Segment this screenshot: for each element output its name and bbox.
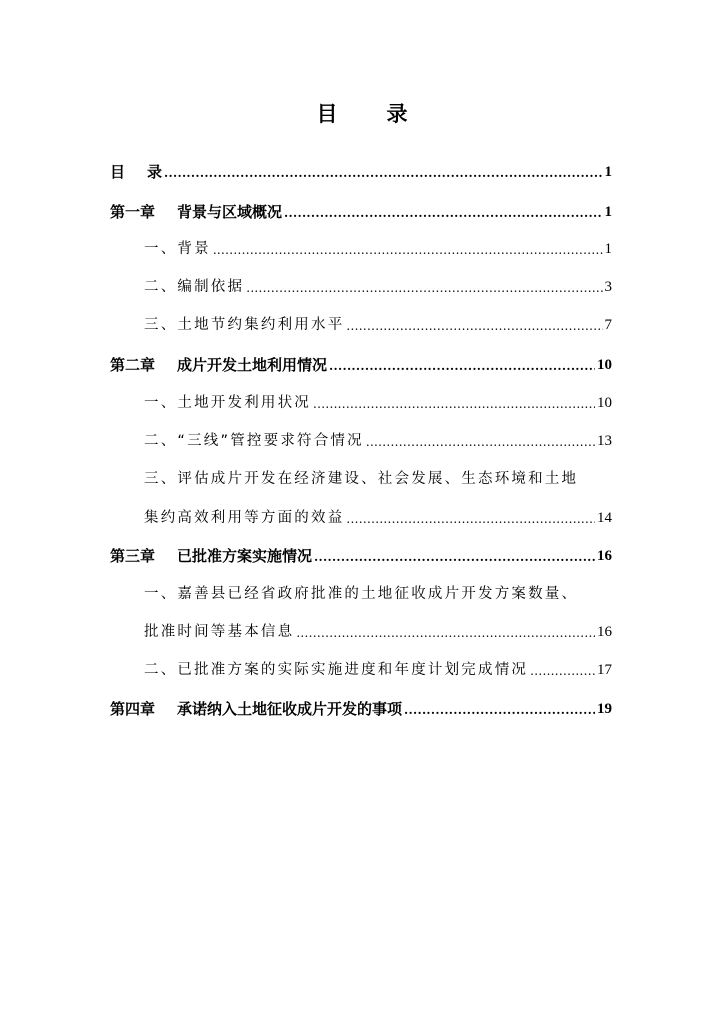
dot-leader [313,395,595,413]
toc-entry-label: 集约高效利用等方面的效益 [144,510,345,526]
toc-entry-section[interactable] [144,235,612,259]
toc-page-number: 1 [604,164,612,180]
toc-entry-label: 目 录 [110,163,163,181]
toc-page-number: 19 [597,701,612,717]
toc-page-number: 1 [604,204,612,220]
dot-leader [284,204,602,222]
dot-leader [530,662,595,680]
toc-entry-label: 批准时间等基本信息 [144,624,295,640]
toc-page-number: 10 [597,357,612,373]
toc-entry-section[interactable] [144,389,612,413]
toc-entry-label: 一、嘉善县已经省政府批准的土地征收成片开发方案数量、 [144,586,579,602]
toc-entry-label: 第四章 承诺纳入土地征收成片开发的事项 [110,700,403,718]
toc-entry-chapter-3[interactable] [110,542,612,566]
toc-entry-label: 第二章 成片开发土地利用情况 [110,356,328,374]
toc-entry-contents[interactable] [110,158,612,182]
toc-entry-label: 三、土地节约集约利用水平 [144,317,345,333]
toc-entry-chapter-1[interactable] [110,198,612,222]
toc-entry-label: 第一章 背景与区域概况 [110,203,283,221]
toc-entry-section[interactable] [144,656,612,680]
dot-leader [329,357,595,375]
toc-entry-label: 二、编制依据 [144,279,245,295]
toc-page-number: 13 [597,433,612,449]
toc-entry-label: 一、背景 [144,241,211,257]
toc-page-number: 14 [597,510,612,526]
toc-entry-chapter-4[interactable] [110,695,612,719]
toc-entry-chapter-2[interactable] [110,351,612,375]
toc-page-number: 17 [597,662,612,678]
dot-leader [164,164,602,182]
dot-leader [246,279,602,297]
toc-page-number: 7 [604,317,612,333]
toc-page-number: 3 [604,279,612,295]
toc-entry-label: 二、已批准方案的实际实施进度和年度计划完成情况 [144,662,529,678]
toc-entry-section[interactable] [144,504,612,528]
toc-entry-section[interactable] [144,427,612,451]
dot-leader [404,701,595,719]
toc-entry-label: 二、“三线”管控要求符合情况 [144,433,364,449]
toc-entry-label: 三、评估成片开发在经济建设、社会发展、生态环境和土地 [144,471,579,487]
toc-entry-label: 第三章 已批准方案实施情况 [110,547,313,565]
dot-leader [296,624,595,642]
toc-entry-wrapped-line[interactable] [144,465,612,489]
toc-entry-label: 一、土地开发利用状况 [144,395,311,411]
toc-title: 目 录 [316,102,422,126]
toc-entry-wrapped-line[interactable] [144,580,612,604]
dot-leader [346,317,602,335]
toc-page-number: 10 [597,395,612,411]
dot-leader [213,241,603,259]
dot-leader [366,433,595,451]
dot-leader [314,548,595,566]
dot-leader [346,510,595,528]
toc-page-number: 1 [604,241,612,257]
toc-entry-section[interactable] [144,273,612,297]
toc-page-number: 16 [597,548,612,564]
toc-entry-section[interactable] [144,311,612,335]
toc-page-number: 16 [597,624,612,640]
toc-entry-section[interactable] [144,618,612,642]
